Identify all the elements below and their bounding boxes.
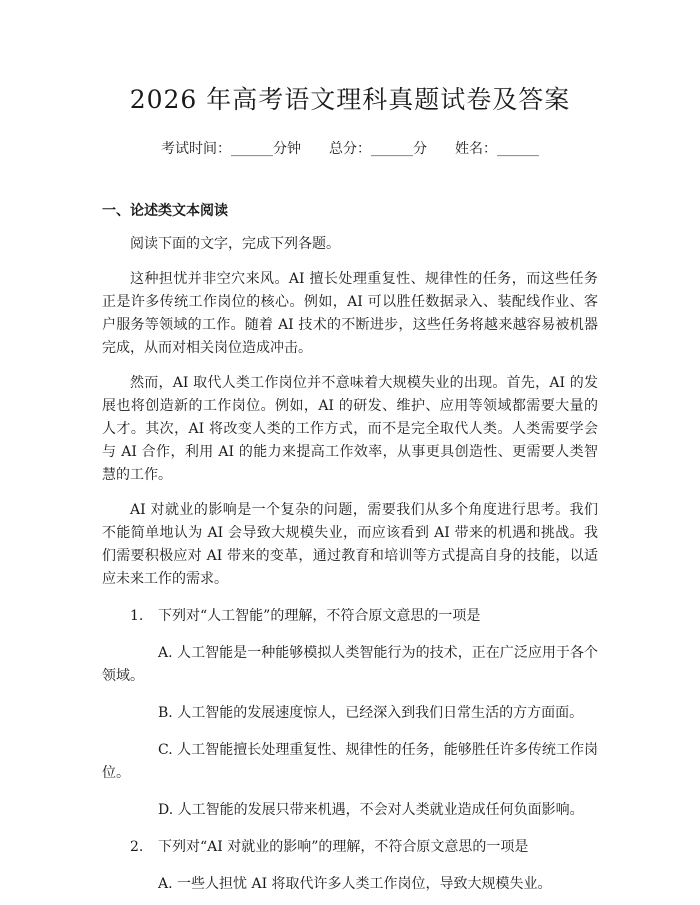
question-2 xyxy=(102,836,598,859)
question-1-option-c: C. 人工智能擅长处理重复性、规律性的任务，能够胜任许多传统工作岗位。 xyxy=(102,742,598,781)
passage-paragraph-1: 这种担忧并非空穴来风。AI 擅长处理重复性、规律性的任务，而这些任务正是许多传统工作岗位的核心。例如，AI 可以胜任数据录入、装配线作业、客户服务等领域的工作。随着 AI 技术的不断进步，这些任务将越来越容易被机器完成，从而对相关岗位造成冲击。 xyxy=(102,271,598,356)
exam-title: 2026 年高考语文理科真题试卷及答案 xyxy=(129,85,571,114)
exam-name-field: 姓名：______ xyxy=(455,141,539,157)
passage-paragraph-3: AI 对就业的影响是一个复杂的问题，需要我们从多个角度进行思考。我们不能简单地认为 AI 会导致大规模失业，而应该看到 AI 带来的机遇和挑战。我们需要积极应对 AI 带来的变革，通过教育和培训等方式提高自身的技能，以适应未来工作的需求。 xyxy=(102,502,598,587)
question-number: 1. xyxy=(130,608,144,624)
exam-meta xyxy=(102,139,598,159)
question-stem: 下列对“人工智能”的理解，不符合原文意思的一项是 xyxy=(158,608,481,624)
question-1-option-d: D. 人工智能的发展只带来机遇，不会对人类就业造成任何负面影响。 xyxy=(158,802,584,818)
passage-paragraph-2: 然而，AI 取代人类工作岗位并不意味着大规模失业的出现。首先，AI 的发展也将创造新的工作岗位。例如，AI 的研发、维护、应用等领域都需要大量的人才。其次，AI 将改变人类的工作方式，而不是完全取代人类。人类需要学会与 AI 合作，利用 AI 的能力来提高工作效率，从事更具创造性、更需要人类智慧的工作。 xyxy=(102,375,598,483)
question-1-option-b: B. 人工智能的发展速度惊人，已经深入到我们日常生活的方方面面。 xyxy=(158,705,584,721)
question-stem: 下列对“AI 对就业的影响”的理解，不符合原文意思的一项是 xyxy=(158,839,529,855)
exam-time-field: 考试时间：______分钟 xyxy=(161,141,301,157)
question-1 xyxy=(102,605,598,628)
question-number: 2. xyxy=(130,839,144,855)
question-2-option-a: A. 一些人担忧 AI 将取代许多人类工作岗位，导致大规模失业。 xyxy=(158,876,552,892)
question-1-option-a: A. 人工智能是一种能够模拟人类智能行为的技术，正在广泛应用于各个领域。 xyxy=(102,645,598,684)
exam-score-field: 总分：______分 xyxy=(329,141,427,157)
section-heading: 一、论述类文本阅读 xyxy=(102,203,228,219)
section-instruction: 阅读下面的文字，完成下列各题。 xyxy=(130,236,340,252)
